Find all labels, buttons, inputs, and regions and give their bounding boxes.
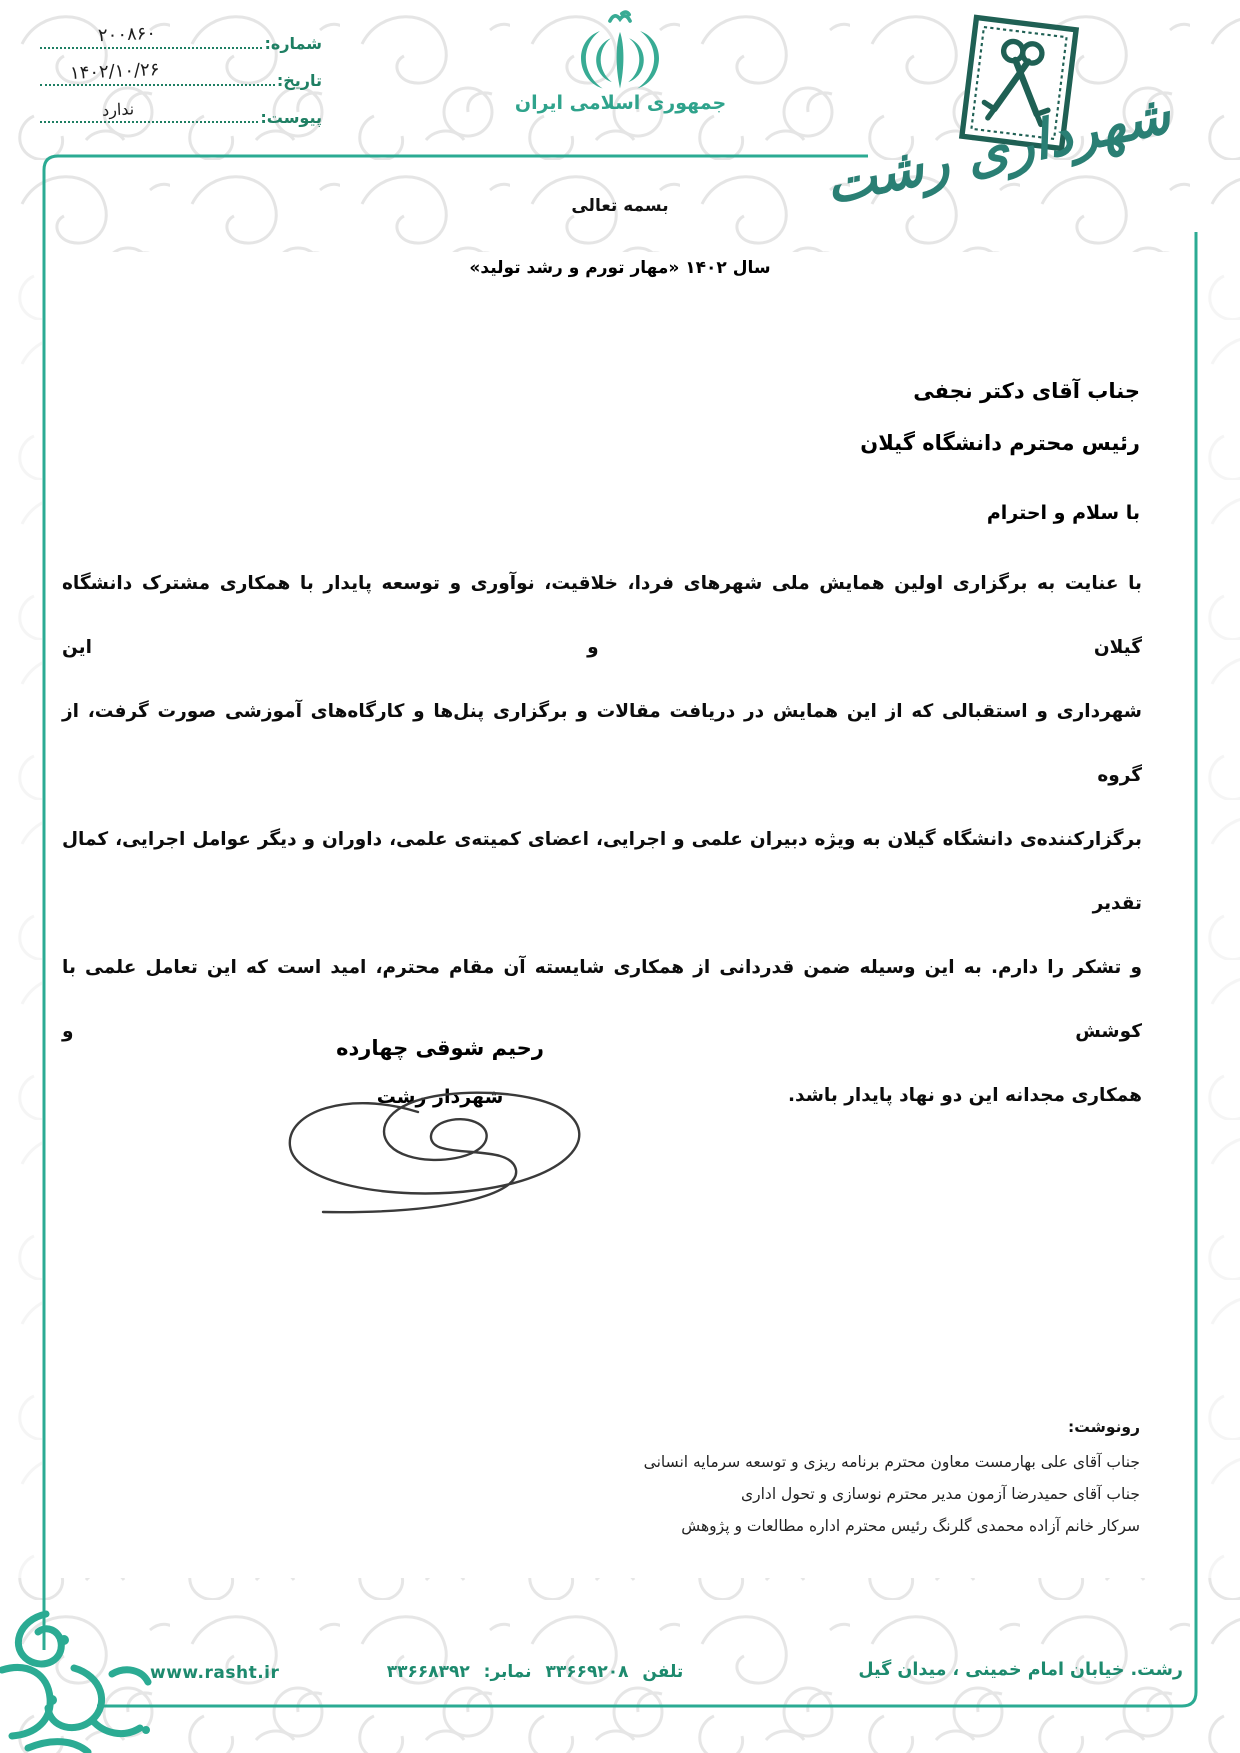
footer-fax-number: ۳۳۶۶۸۳۹۲ xyxy=(386,1662,470,1682)
recipient-block xyxy=(860,376,1140,458)
municipality-calligraphy: شهرداری رشت xyxy=(819,82,1176,217)
allah-emblem-icon xyxy=(576,10,664,94)
reference-block xyxy=(40,16,322,127)
body-line: همکاری مجدانه این دو نهاد پایدار باشد. xyxy=(787,1085,1142,1106)
body-line: با عنایت به برگزاری اولین همایش ملی شهرهای فردا، خلاقیت، نوآوری و توسعه پایدار با همکاری مشترک دانشگاه گیلان و این xyxy=(62,573,1142,658)
body-paragraph xyxy=(62,552,1142,1128)
ref-attachment-label: پیوست: xyxy=(260,108,322,127)
salutation: با سلام و احترام xyxy=(986,502,1140,524)
ref-date-value: ۱۴۰۲/۱۰/۲۶ xyxy=(69,59,160,84)
year-slogan: سال ۱۴۰۲ «مهار تورم و رشد تولید» xyxy=(469,258,771,278)
footer-website: www.rasht.ir xyxy=(150,1663,280,1683)
body-line: برگزارکننده‌ی دانشگاه گیلان به ویژه دبیران علمی و اجرایی، اعضای کمیته‌ی علمی، داوران و دیگر عوامل اجرایی، کمال تقدیر xyxy=(62,829,1142,914)
footer-phone-number: ۳۳۶۶۹۲۰۸ xyxy=(545,1662,629,1682)
ref-date-dotted-line xyxy=(40,84,275,86)
ref-date-label: تاریخ: xyxy=(276,71,322,90)
signer-name: رحیم شوقی چهارده xyxy=(336,1036,544,1060)
cc-item: جناب آقای حمیدرضا آزمون مدیر محترم نوسازی و تحول اداری xyxy=(741,1485,1140,1503)
ref-number-dotted-line xyxy=(40,47,262,49)
ref-number-row xyxy=(40,16,322,53)
cc-label: رونوشت: xyxy=(1068,1418,1140,1436)
cc-item: سرکار خانم آزاده محمدی گلرنگ رئیس محترم اداره مطالعات و پژوهش xyxy=(681,1517,1140,1535)
recipient-title: رئیس محترم دانشگاه گیلان xyxy=(860,431,1140,455)
recipient-name: جناب آقای دکتر نجفی xyxy=(913,379,1140,403)
ref-attachment-value: ندارد xyxy=(101,99,135,120)
body-line: و تشکر را دارم. به این وسیله ضمن قدردانی از همکاری شایسته آن مقام محترم، امید است که این تعامل علمی با کوشش و xyxy=(62,957,1142,1042)
footer-phone-label: تلفن xyxy=(642,1662,684,1682)
footer-fax-label: نمابر: xyxy=(483,1662,532,1682)
cc-block xyxy=(644,1418,1140,1542)
country-name: جمهوری اسلامی ایران xyxy=(514,92,727,114)
ref-attachment-dotted-line xyxy=(40,121,258,123)
corner-ornament xyxy=(0,1608,160,1753)
ref-number-label: شماره: xyxy=(264,34,322,53)
besmellah: بسمه تعالی xyxy=(571,196,669,216)
ref-number-value: ۲۰۰۸۶۰ xyxy=(97,22,157,47)
signer-title: شهردار رشت xyxy=(376,1086,504,1108)
body-line: شهرداری و استقبالی که از این همایش در دریافت مقالات و برگزاری پنل‌ها و کارگاه‌های آموزشی صورت گرفت، از گروه xyxy=(62,701,1142,786)
ref-attachment-row xyxy=(40,90,322,127)
ref-date-row xyxy=(40,53,322,90)
signature-scribble xyxy=(268,1062,613,1217)
footer-phone-fax xyxy=(355,1662,715,1682)
cc-item: جناب آقای علی بهارمست معاون محترم برنامه ریزی و توسعه سرمایه انسانی xyxy=(643,1453,1140,1471)
footer-address: رشت. خیابان امام خمینی ، میدان گیل xyxy=(858,1660,1183,1680)
